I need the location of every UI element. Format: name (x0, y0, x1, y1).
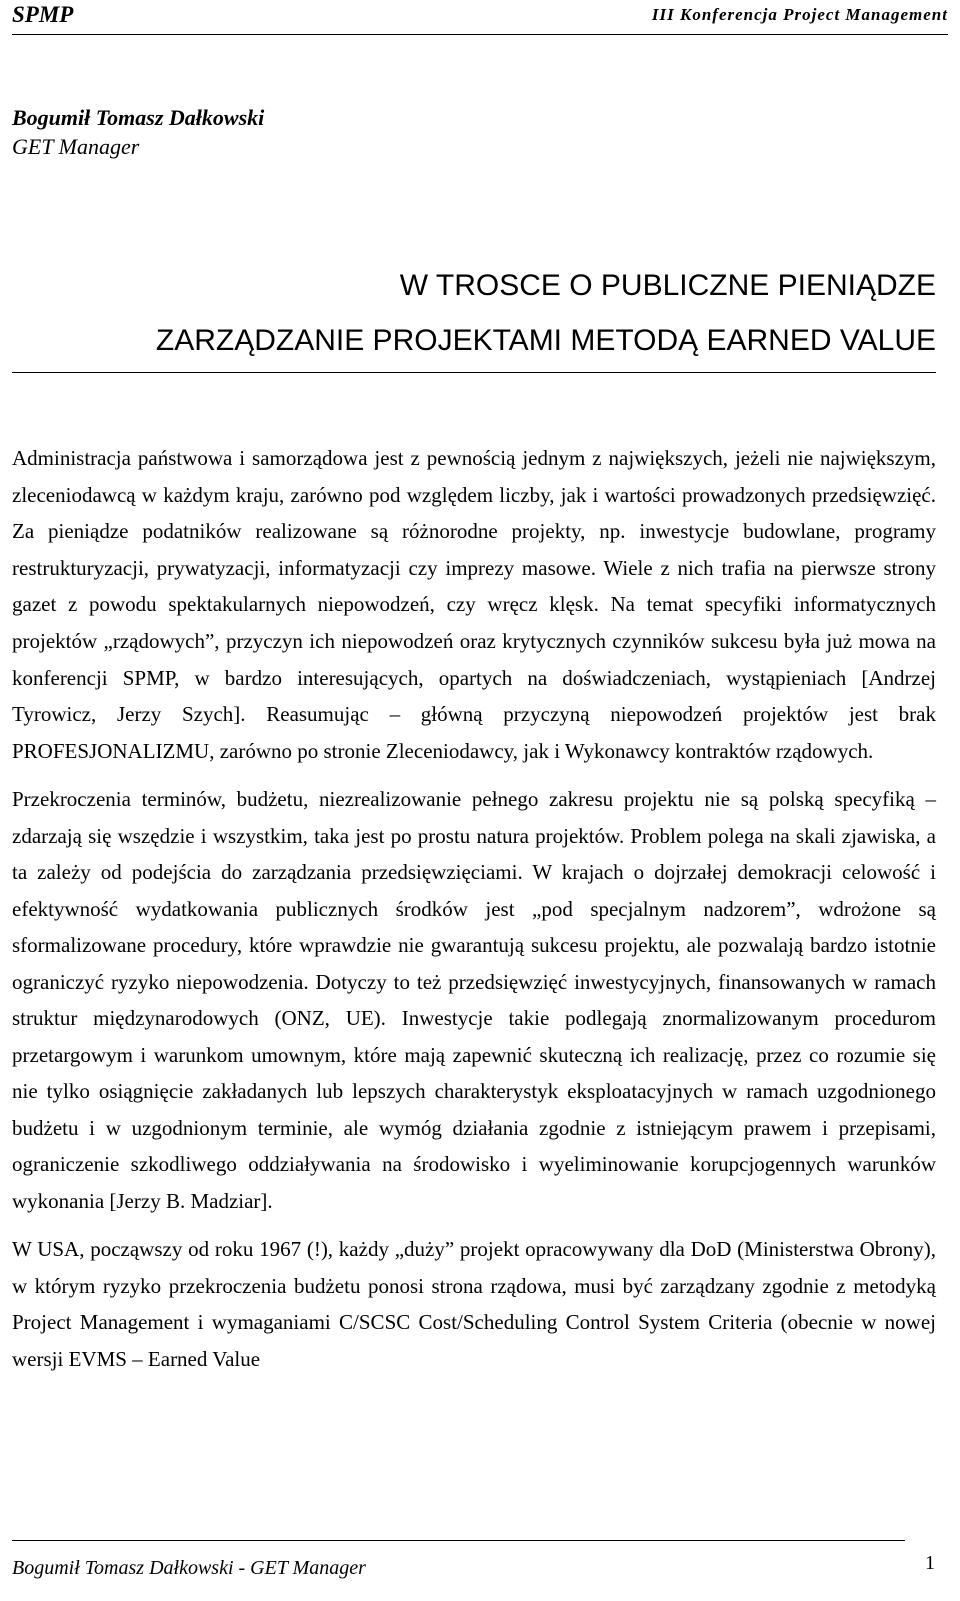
article-body (12, 440, 936, 1389)
title-divider (12, 372, 936, 373)
author-affiliation: GET Manager (12, 134, 140, 159)
header-conference-name: III Konferencja Project Management (651, 5, 948, 24)
page-header (12, 0, 948, 35)
body-paragraph-2: Przekroczenia terminów, budżetu, niezrealizowanie pełnego zakresu projektu nie są polską specyfiką – zdarzają się wszędzie i wszystkim, taka jest po prostu natura projektów. Problem polega na skali zjawiska, a ta zależy od podejścia do zarządzania przedsięwzięciami. W krajach o dojrzałej demokracji celowość i efektywność wydatkowania publicznych środków jest „pod specjalnym nadzorem”, wdrożone są sformalizowane procedury, które wprawdzie nie gwarantują sukcesu projektu, ale pozwalają bardzo istotnie ograniczyć ryzyko niepowodzenia. Dotyczy to też przedsięwzięć inwestycyjnych, finansowanych w ramach struktur międzynarodowych (ONZ, UE). Inwestycje takie podlegają znormalizowanym procedurom przetargowym i warunkom umownym, które mają zapewnić skuteczną ich realizację, przez co rozumie się nie tylko osiągnięcie zakładanych lub lepszych charakterystyk eksploatacyjnych w ramach uzgodnionego budżetu i w uzgodnionym terminie, ale wymóg działania zgodnie z istniejącym prawem i przepisami, ograniczenie szkodliwego oddziaływania na środowisko i wyeliminowanie korupcjogennych warunków wykonania [Jerzy B. Madziar]. (12, 787, 936, 1213)
body-paragraph-1: Administracja państwowa i samorządowa jest z pewnością jednym z największych, jeżeli nie największym, zleceniodawcą w każdym kraju, zarówno pod względem liczby, jak i wartości prowadzonych przedsięwzięć. Za pieniądze podatników realizowane są różnorodne projekty, np. inwestycje budowlane, programy restrukturyzacji, prywatyzacji, informatyzacji czy imprezy masowe. Wiele z nich trafia na pierwsze strony gazet z powodu spektakularnych niepowodzeń, czy wręcz klęsk. Na temat specyfiki informatycznych projektów „rządowych”, przyczyn ich niepowodzeń oraz krytycznych czynników sukcesu była już mowa na konferencji SPMP, w bardzo interesujących, opartych na doświadczeniach, wystąpieniach [Andrzej Tyrowicz, Jerzy Szych]. Reasumując – główną przyczyną niepowodzeń projektów jest brak PROFESJONALIZMU, zarówno po stronie Zleceniodawcy, jak i Wykonawcy kontraktów rządowych. (12, 446, 936, 763)
title-line-1: W TROSCE O PUBLICZNE PIENIĄDZE (399, 269, 936, 302)
footer-author: Bogumił Tomasz Dałkowski - GET Manager (12, 1557, 366, 1579)
header-conference-acronym: SPMP (12, 2, 74, 27)
footer-divider (12, 1540, 905, 1541)
page-number: 1 (925, 1552, 935, 1574)
author-block (12, 103, 264, 161)
title-line-2: ZARZĄDZANIE PROJEKTAMI METODĄ EARNED VALUE (155, 324, 936, 357)
body-paragraph-3: W USA, począwszy od roku 1967 (!), każdy „duży” projekt opracowywany dla DoD (Ministerstwa Obrony), w którym ryzyko przekroczenia budżetu ponosi strona rządowa, musi być zarządzany zgodnie z metodyką Project Management i wymaganiami C/SCSC Cost/Scheduling Control System Criteria (obecnie w nowej wersji EVMS – Earned Value (12, 1237, 936, 1371)
author-name: Bogumił Tomasz Dałkowski (12, 105, 265, 130)
title-block (156, 258, 936, 368)
